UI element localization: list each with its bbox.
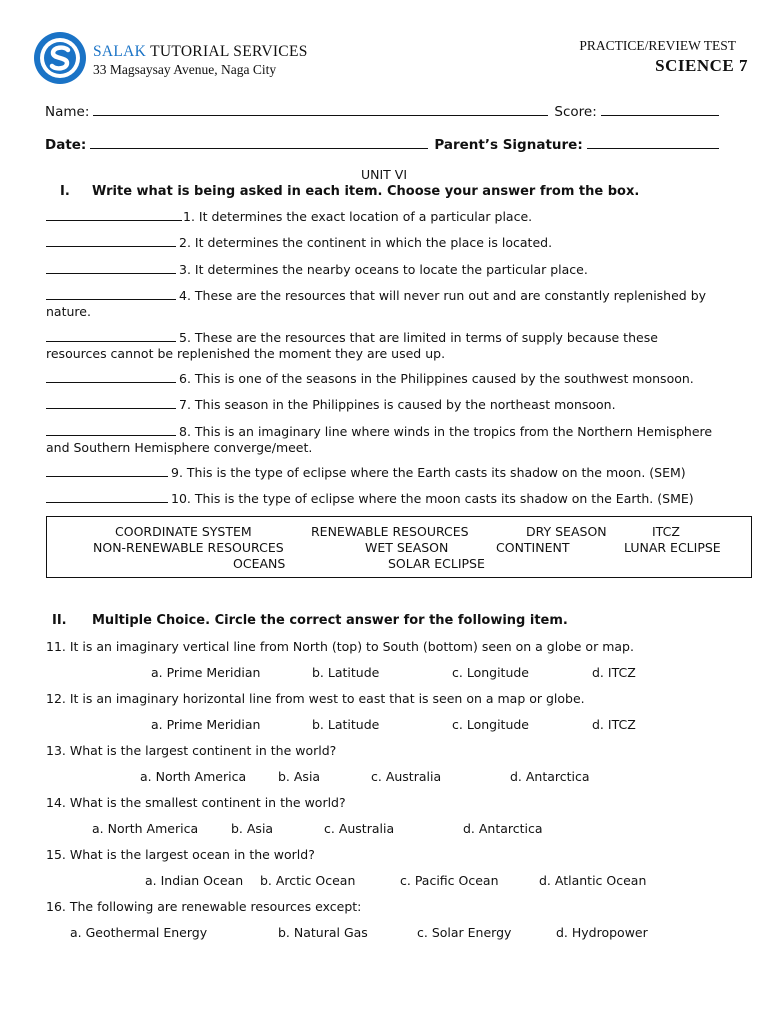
- brand-first-word: SALAK: [93, 43, 147, 60]
- list-item: 10. This is the type of eclipse where the moon casts its shadow on the Earth. (SME): [46, 491, 726, 507]
- question-text: 16. The following are renewable resources except:: [46, 899, 362, 914]
- list-item: 8. This is an imaginary line where winds in the tropics from the Northern Hemisphere and Southern Hemisphere converge/meet.: [46, 424, 713, 455]
- box-option: SOLAR ECLIPSE: [388, 556, 485, 571]
- part-1-instruction: Write what is being asked in each item. Choose your answer from the box.: [92, 184, 640, 199]
- box-option: ITCZ: [652, 524, 680, 539]
- choice-option[interactable]: b. Latitude: [312, 717, 380, 732]
- brand-name: [93, 43, 308, 61]
- box-option: OCEANS: [233, 556, 286, 571]
- part-2-instruction: Multiple Choice. Circle the correct answer for the following item.: [92, 613, 568, 628]
- box-option: RENEWABLE RESOURCES: [311, 524, 469, 539]
- question-text: 14. What is the smallest continent in the world?: [46, 795, 346, 810]
- choice-option[interactable]: a. Prime Meridian: [151, 717, 261, 732]
- list-item: 2. It determines the continent in which the place is located.: [46, 235, 726, 251]
- box-option: LUNAR ECLIPSE: [624, 540, 721, 555]
- answer-blank[interactable]: [46, 397, 176, 409]
- brand-rest: TUTORIAL SERVICES: [146, 43, 308, 60]
- list-item: 4. These are the resources that will never run out and are constantly replenished by nature.: [46, 288, 707, 319]
- list-item: 5. These are the resources that are limited in terms of supply because these resources cannot be replenished the moment they are used up.: [46, 330, 658, 361]
- test-type: PRACTICE/REVIEW TEST: [579, 38, 736, 53]
- question-text: 15. What is the largest ocean in the world?: [46, 847, 315, 862]
- subject-title: SCIENCE 7: [655, 56, 748, 75]
- date-label: Date:: [45, 137, 87, 153]
- choice-option[interactable]: d. ITCZ: [592, 717, 636, 732]
- part-2-numeral: II.: [52, 613, 67, 628]
- answer-blank[interactable]: [46, 491, 168, 503]
- choice-option[interactable]: c. Pacific Ocean: [400, 873, 499, 888]
- question-text: 12. It is an imaginary horizontal line from west to east that is seen on a map or globe.: [46, 691, 585, 706]
- choice-option[interactable]: a. North America: [140, 769, 247, 784]
- answer-blank[interactable]: [46, 262, 176, 274]
- choice-option[interactable]: c. Longitude: [452, 717, 529, 732]
- choice-option[interactable]: c. Australia: [324, 821, 395, 836]
- choice-option[interactable]: b. Natural Gas: [278, 925, 368, 940]
- choice-option[interactable]: a. North America: [92, 821, 199, 836]
- name-score-row: [45, 102, 723, 120]
- choice-option[interactable]: b. Arctic Ocean: [260, 873, 356, 888]
- choice-option[interactable]: d. Antarctica: [510, 769, 590, 784]
- box-option: WET SEASON: [365, 540, 449, 555]
- answer-blank[interactable]: [46, 235, 176, 247]
- choice-option[interactable]: b. Latitude: [312, 665, 380, 680]
- choice-option[interactable]: d. Antarctica: [463, 821, 543, 836]
- list-item: 6. This is one of the seasons in the Philippines caused by the southwest monsoon.: [46, 371, 726, 387]
- answer-blank[interactable]: [46, 288, 176, 300]
- signature-field[interactable]: [587, 135, 719, 149]
- score-field[interactable]: [601, 102, 719, 116]
- list-item: 7. This season in the Philippines is caused by the northeast monsoon.: [46, 397, 726, 413]
- question-text: 13. What is the largest continent in the world?: [46, 743, 337, 758]
- box-option: CONTINENT: [496, 540, 570, 555]
- part-1-numeral: I.: [60, 184, 70, 199]
- answer-blank[interactable]: [46, 424, 176, 436]
- choice-option[interactable]: b. Asia: [278, 769, 321, 784]
- choice-option[interactable]: d. Hydropower: [556, 925, 648, 940]
- choice-option[interactable]: b. Asia: [231, 821, 274, 836]
- choice-option[interactable]: a. Prime Meridian: [151, 665, 261, 680]
- answer-choices-box: [46, 516, 752, 578]
- name-field[interactable]: [93, 102, 548, 116]
- question-text: 11. It is an imaginary vertical line from North (top) to South (bottom) seen on a globe or map.: [46, 639, 634, 654]
- signature-label: Parent’s Signature:: [434, 137, 583, 153]
- choice-option[interactable]: c. Longitude: [452, 665, 529, 680]
- box-option: COORDINATE SYSTEM: [115, 524, 252, 539]
- answer-blank[interactable]: [46, 209, 182, 221]
- box-option: DRY SEASON: [526, 524, 607, 539]
- answer-blank[interactable]: [46, 465, 168, 477]
- choice-option[interactable]: d. Atlantic Ocean: [539, 873, 647, 888]
- choice-option[interactable]: a. Geothermal Energy: [70, 925, 208, 940]
- list-item: 9. This is the type of eclipse where the Earth casts its shadow on the moon. (SEM): [46, 465, 726, 481]
- choice-option[interactable]: a. Indian Ocean: [145, 873, 244, 888]
- unit-title: UNIT VI: [360, 167, 408, 182]
- salak-logo-icon: [33, 31, 87, 85]
- list-item: 3. It determines the nearby oceans to locate the particular place.: [46, 262, 726, 278]
- choice-option[interactable]: c. Solar Energy: [417, 925, 512, 940]
- answer-blank[interactable]: [46, 371, 176, 383]
- choice-option[interactable]: d. ITCZ: [592, 665, 636, 680]
- date-field[interactable]: [90, 135, 428, 149]
- score-label: Score:: [554, 104, 597, 120]
- date-signature-row: [45, 135, 723, 153]
- answer-blank[interactable]: [46, 330, 176, 342]
- choice-option[interactable]: c. Australia: [371, 769, 442, 784]
- name-label: Name:: [45, 104, 90, 120]
- list-item: 1. It determines the exact location of a particular place.: [46, 209, 726, 225]
- address: 33 Magsaysay Avenue, Naga City: [93, 62, 277, 77]
- box-option: NON-RENEWABLE RESOURCES: [93, 540, 284, 555]
